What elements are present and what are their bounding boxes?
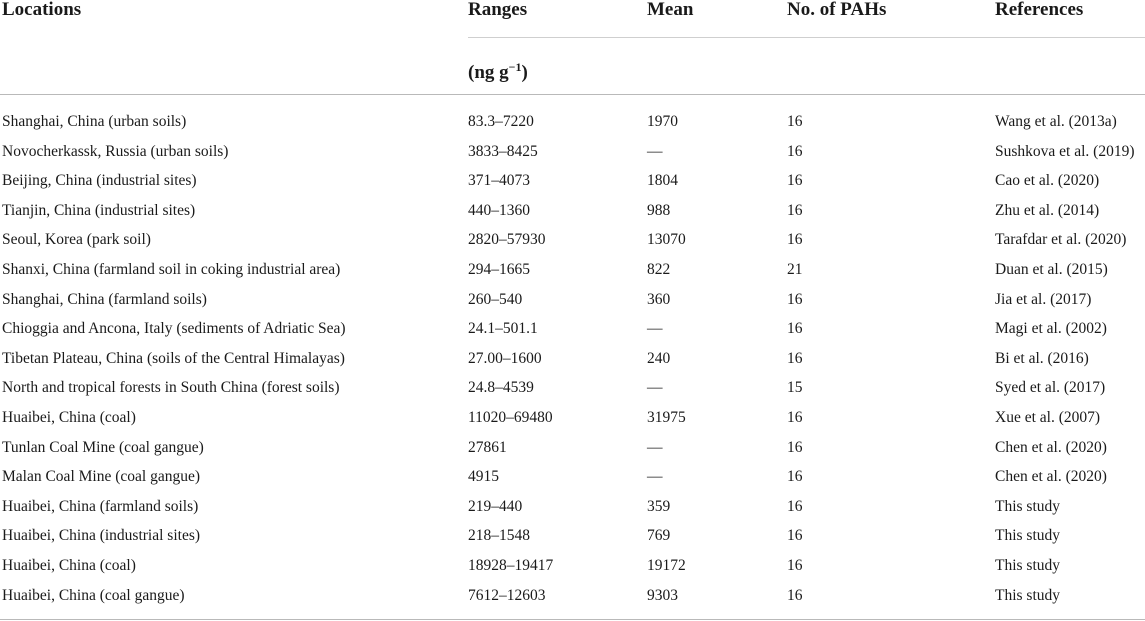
reference-cell: Wang et al. (2013a) bbox=[995, 113, 1117, 130]
header-mean: Mean bbox=[647, 0, 694, 20]
range-cell: 260–540 bbox=[468, 290, 523, 308]
pah-count-cell: 16 bbox=[787, 172, 803, 190]
pah-count-cell: 16 bbox=[787, 438, 803, 456]
range-cell: 27861 bbox=[468, 438, 507, 456]
mean-cell: 822 bbox=[647, 261, 671, 278]
range-cell: 4915 bbox=[468, 468, 499, 486]
table-row bbox=[0, 403, 1145, 433]
mean-cell: 1804 bbox=[647, 172, 678, 190]
pah-count-cell: 16 bbox=[787, 113, 803, 130]
reference-cell: Chen et al. (2020) bbox=[995, 468, 1107, 486]
location-cell: Seoul, Korea (park soil) bbox=[2, 231, 151, 249]
table-row bbox=[0, 462, 1145, 492]
range-cell: 294–1665 bbox=[468, 261, 530, 278]
location-cell: Shanxi, China (farmland soil in coking industrial area) bbox=[2, 261, 341, 278]
reference-cell: Magi et al. (2002) bbox=[995, 320, 1107, 338]
pah-count-cell: 16 bbox=[787, 231, 803, 249]
table-row bbox=[0, 107, 1145, 137]
header-no-pahs: No. of PAHs bbox=[787, 0, 887, 20]
location-cell: Huaibei, China (coal) bbox=[2, 557, 136, 574]
location-cell: Malan Coal Mine (coal gangue) bbox=[2, 468, 200, 486]
table-row bbox=[0, 373, 1145, 403]
reference-cell: Duan et al. (2015) bbox=[995, 261, 1108, 278]
header-ranges: Ranges bbox=[468, 0, 528, 20]
mean-cell: — bbox=[647, 142, 663, 160]
mean-cell: 13070 bbox=[647, 231, 686, 249]
range-cell: 371–4073 bbox=[468, 172, 530, 190]
pah-count-cell: 16 bbox=[787, 290, 803, 308]
header-references: References bbox=[995, 0, 1084, 20]
reference-cell: Chen et al. (2020) bbox=[995, 438, 1107, 456]
location-cell: North and tropical forests in South China (forest soils) bbox=[2, 379, 340, 397]
pah-count-cell: 16 bbox=[787, 142, 803, 160]
reference-cell: Jia et al. (2017) bbox=[995, 290, 1092, 308]
pah-count-cell: 16 bbox=[787, 349, 803, 367]
location-cell: Novocherkassk, Russia (urban soils) bbox=[2, 142, 229, 160]
location-cell: Huaibei, China (farmland soils) bbox=[2, 497, 199, 515]
mean-cell: 988 bbox=[647, 201, 671, 219]
reference-cell: This study bbox=[995, 497, 1061, 515]
reference-cell: Tarafdar et al. (2020) bbox=[995, 231, 1127, 249]
table-row bbox=[0, 196, 1145, 226]
header-rule bbox=[0, 94, 1145, 95]
range-cell: 83.3–7220 bbox=[468, 113, 534, 130]
range-cell: 24.8–4539 bbox=[468, 379, 534, 397]
location-cell: Chioggia and Ancona, Italy (sediments of Adriatic Sea) bbox=[2, 320, 346, 338]
table-row bbox=[0, 225, 1145, 255]
pah-count-cell: 16 bbox=[787, 557, 803, 574]
location-cell: Tunlan Coal Mine (coal gangue) bbox=[2, 438, 204, 456]
range-cell: 24.1–501.1 bbox=[468, 320, 538, 338]
header-ranges-unit: (ng $g^{-1}$) bbox=[468, 60, 528, 83]
location-cell: Tianjin, China (industrial sites) bbox=[2, 201, 196, 219]
mean-cell: 769 bbox=[647, 527, 671, 545]
mean-cell: — bbox=[647, 438, 663, 456]
table-row bbox=[0, 492, 1145, 522]
pah-count-cell: 16 bbox=[787, 201, 803, 219]
reference-cell: Bi et al. (2016) bbox=[995, 349, 1089, 367]
range-cell: 219–440 bbox=[468, 497, 523, 515]
table-row bbox=[0, 344, 1145, 374]
reference-cell: Cao et al. (2020) bbox=[995, 172, 1100, 190]
mean-cell: 19172 bbox=[647, 557, 686, 574]
pah-count-cell: 16 bbox=[787, 320, 803, 338]
location-cell: Beijing, China (industrial sites) bbox=[2, 172, 197, 190]
bottom-rule bbox=[0, 619, 1145, 620]
table-row bbox=[0, 521, 1145, 551]
pah-count-cell: 16 bbox=[787, 497, 803, 515]
reference-cell: Syed et al. (2017) bbox=[995, 379, 1106, 397]
location-cell: Tibetan Plateau, China (soils of the Central Himalayas) bbox=[2, 349, 345, 367]
pah-count-cell: 16 bbox=[787, 468, 803, 486]
reference-cell: This study bbox=[995, 586, 1061, 604]
pah-count-cell: 21 bbox=[787, 261, 803, 278]
range-cell: 218–1548 bbox=[468, 527, 530, 545]
mean-cell: 9303 bbox=[647, 586, 678, 604]
mean-cell: 1970 bbox=[647, 113, 678, 130]
location-cell: Huaibei, China (coal) bbox=[2, 409, 136, 426]
mean-cell: — bbox=[647, 468, 663, 486]
reference-cell: Xue et al. (2007) bbox=[995, 409, 1101, 426]
mean-cell: 31975 bbox=[647, 409, 686, 426]
range-cell: 11020–69480 bbox=[468, 409, 553, 426]
table-row bbox=[0, 433, 1145, 463]
range-cell: 440–1360 bbox=[468, 201, 530, 219]
table-row bbox=[0, 137, 1145, 167]
reference-cell: This study bbox=[995, 557, 1061, 574]
range-cell: 7612–12603 bbox=[468, 586, 546, 604]
header-subrule bbox=[468, 37, 1145, 38]
pah-count-cell: 16 bbox=[787, 527, 803, 545]
mean-cell: — bbox=[647, 320, 663, 338]
table-row bbox=[0, 314, 1145, 344]
pah-count-cell: 15 bbox=[787, 379, 803, 397]
reference-cell: This study bbox=[995, 527, 1061, 545]
reference-cell: Zhu et al. (2014) bbox=[995, 201, 1100, 219]
mean-cell: — bbox=[647, 379, 663, 397]
pah-count-cell: 16 bbox=[787, 586, 803, 604]
mean-cell: 360 bbox=[647, 290, 671, 308]
range-cell: 27.00–1600 bbox=[468, 349, 542, 367]
location-cell: Shanghai, China (urban soils) bbox=[2, 113, 187, 130]
table-row bbox=[0, 581, 1145, 611]
location-cell: Huaibei, China (industrial sites) bbox=[2, 527, 201, 545]
mean-cell: 240 bbox=[647, 349, 671, 367]
range-cell: 2820–57930 bbox=[468, 231, 546, 249]
reference-cell: Sushkova et al. (2019) bbox=[995, 142, 1135, 160]
location-cell: Huaibei, China (coal gangue) bbox=[2, 586, 185, 604]
range-cell: 3833–8425 bbox=[468, 142, 538, 160]
range-cell: 18928–19417 bbox=[468, 557, 554, 574]
mean-cell: 359 bbox=[647, 497, 671, 515]
pah-count-cell: 16 bbox=[787, 409, 803, 426]
location-cell: Shanghai, China (farmland soils) bbox=[2, 290, 207, 308]
table-row bbox=[0, 551, 1145, 581]
table-row bbox=[0, 255, 1145, 285]
header-locations: Locations bbox=[2, 0, 82, 20]
table-row bbox=[0, 166, 1145, 196]
table-row bbox=[0, 285, 1145, 315]
